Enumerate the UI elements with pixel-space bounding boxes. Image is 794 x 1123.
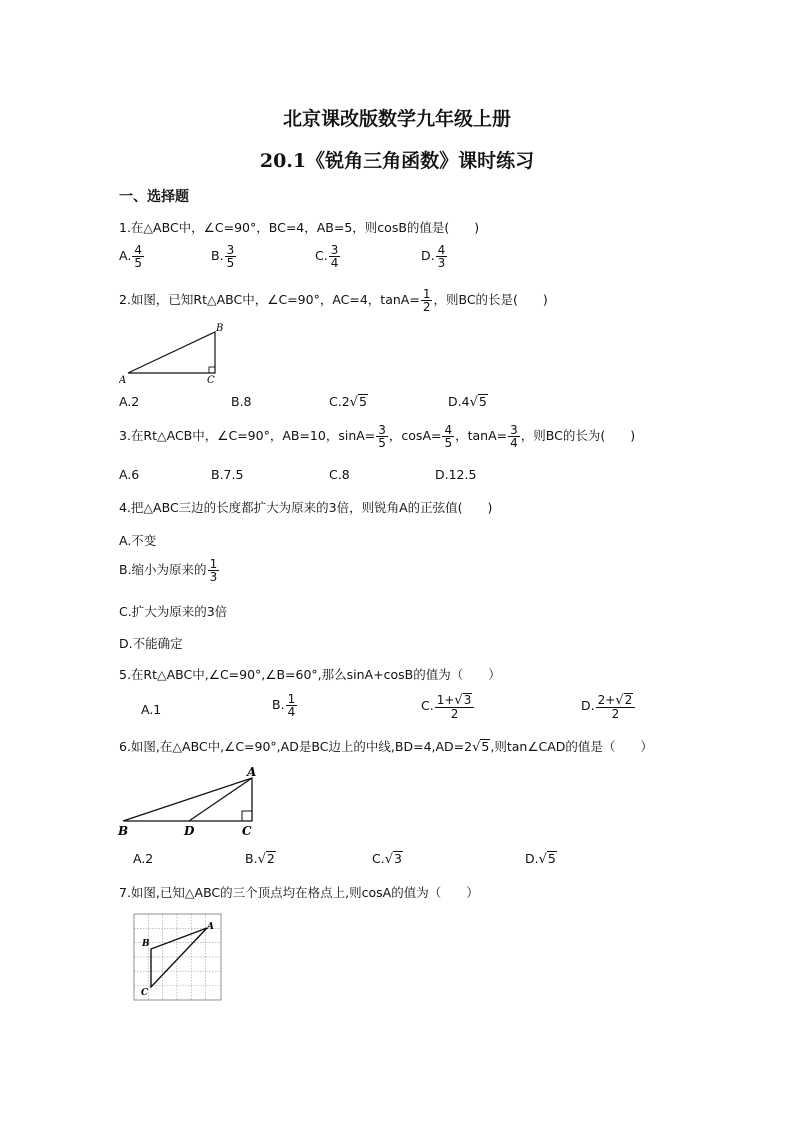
median-ad	[189, 778, 252, 821]
question-6-option-d: D.√5	[525, 851, 556, 867]
question-4-option-c: C.扩大为原来的3倍	[119, 604, 228, 619]
question-3-option-d: D.12.5	[435, 467, 477, 482]
question-1-option-d: D. $\frac{4}{3}$	[421, 243, 446, 270]
vertex-label-b: B	[142, 939, 150, 949]
question-5-stem: 5.在Rt△ABC中,∠C=90°,∠B=60°,那么sinA+cosB的值为（ ）	[119, 667, 501, 682]
question-2-option-d: D.4√5	[448, 394, 487, 410]
question-2-option-a: A.2	[119, 394, 140, 409]
right-angle-mark	[209, 367, 215, 373]
triangle-abc	[151, 928, 207, 987]
question-2-figure	[119, 320, 229, 388]
section-heading: 一、选择题	[119, 189, 189, 205]
question-2-option-b: B.8	[231, 394, 252, 409]
question-4-option-a: A.不变	[119, 533, 157, 548]
vertex-label-c: C	[242, 824, 252, 838]
question-3-option-b: B.7.5	[211, 467, 244, 482]
question-4-option-d: D.不能确定	[119, 636, 183, 651]
question-1-option-c: C. $\frac{3}{4}$	[315, 243, 339, 270]
vertex-label-c: C	[207, 375, 215, 386]
vertex-label-a: A	[119, 375, 127, 386]
vertex-label-a: A	[207, 922, 214, 932]
right-angle-mark	[242, 811, 252, 821]
document-subtitle: 20.1《锐角三角函数》课时练习	[259, 150, 535, 172]
question-5-option-a: A.1	[141, 702, 162, 717]
vertex-label-b: B	[216, 323, 224, 334]
question-4-stem: 4.把△ABC三边的长度都扩大为原来的3倍，则锐角A的正弦值( )	[119, 500, 493, 515]
question-3-option-c: C.8	[329, 467, 350, 482]
question-7-stem: 7.如图,已知△ABC的三个顶点均在格点上,则cosA的值为（ ）	[119, 885, 479, 900]
triangle-abc	[123, 778, 252, 821]
document-title: 北京课改版数学九年级上册	[282, 108, 511, 130]
vertex-label-b: B	[118, 824, 129, 838]
question-5-option-c: C. $\frac{1+√3}{2}$	[421, 693, 475, 720]
triangle-abc	[128, 332, 215, 373]
question-2-stem: 2.如图，已知Rt△ABC中，∠C=90°，AC=4，tanA= $\frac{1}{2}$ ，则BC的长是( )	[119, 287, 548, 314]
question-6-option-a: A.2	[133, 851, 154, 866]
question-3-stem: 3.在Rt△ACB中，∠C=90°，AB=10，sinA= $\frac{3}{5}$ ，cosA= $\frac{4}{5}$ ，tanA= $\frac{3}{4}$ ，则BC的长为( )	[119, 423, 636, 450]
question-6-option-b: B.√2	[245, 851, 275, 867]
question-6-figure	[116, 762, 264, 840]
question-1-option-a: A. $\frac{4}{5}$	[119, 243, 142, 270]
vertex-label-a: A	[247, 765, 257, 779]
point-label-d: D	[184, 824, 195, 838]
question-6-option-c: C.√3	[372, 851, 402, 867]
question-1-option-b: B. $\frac{3}{5}$	[211, 243, 235, 270]
question-2-option-c: C.2√5	[329, 394, 367, 410]
vertex-label-c: C	[141, 988, 149, 998]
question-6-stem: 6.如图,在△ABC中,∠C=90°,AD是BC边上的中线,BD=4,AD=2√5,则tan∠CAD的值是（ ）	[119, 739, 653, 755]
question-3-option-a: A.6	[119, 467, 140, 482]
question-5-option-b: B. $\frac{1}{4}$	[272, 692, 296, 719]
question-1-stem: 1.在△ABC中，∠C=90°，BC=4，AB=5，则cosB的值是( )	[119, 220, 480, 235]
question-4-option-b: B.缩小为原来的 $\frac{1}{3}$	[119, 557, 218, 584]
question-7-grid-figure	[130, 912, 226, 1004]
question-5-option-d: D. $\frac{2+√2}{2}$	[581, 693, 636, 720]
